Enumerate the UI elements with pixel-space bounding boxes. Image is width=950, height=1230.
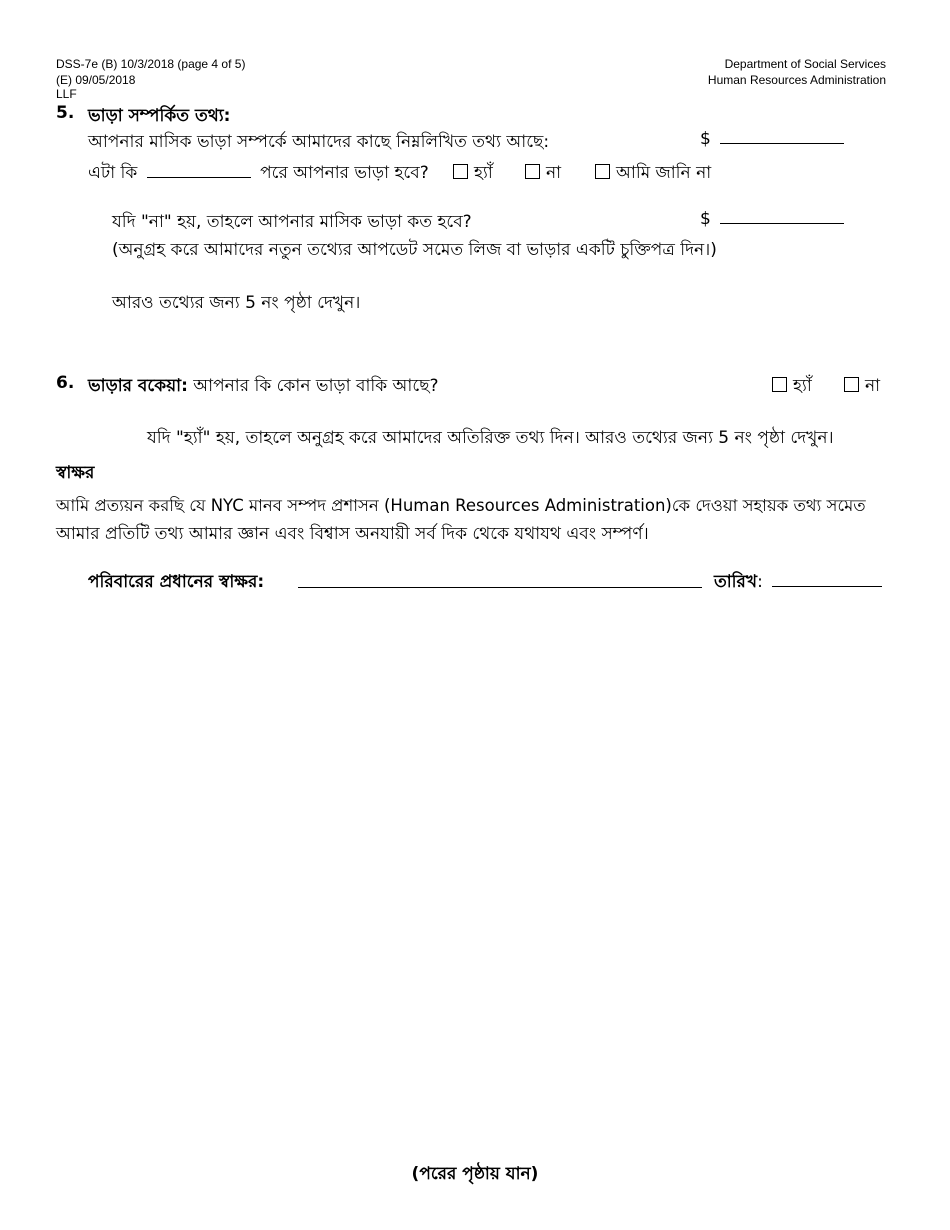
date-field[interactable] xyxy=(714,569,882,597)
section-6-heading xyxy=(88,373,439,401)
signature-line xyxy=(298,573,702,588)
rent-effective-question xyxy=(88,160,429,188)
rent-question-prefix: এটা কি xyxy=(88,163,138,183)
date-label: তারিখ xyxy=(714,572,758,592)
form-code: LLF xyxy=(56,87,77,101)
arrears-no-checkbox[interactable] xyxy=(844,377,859,392)
rent-no-checkbox[interactable] xyxy=(525,164,540,179)
rent-arrears-question: আপনার কি কোন ভাড়া বাকি আছে? xyxy=(193,376,439,396)
rent-no-label: না xyxy=(546,163,562,183)
dollar-sign: $ xyxy=(700,209,711,229)
current-rent-line xyxy=(720,129,844,144)
current-rent-field[interactable] xyxy=(700,129,844,149)
section-6-title: ভাড়ার বকেয়া: xyxy=(88,376,188,396)
form-id: DSS-7e (B) 10/3/2018 (page 4 of 5) xyxy=(56,57,246,71)
rent-date-field[interactable] xyxy=(147,163,251,178)
section-6-number: 6. xyxy=(56,373,75,393)
arrears-no-option[interactable] xyxy=(844,373,880,401)
administration-name: Human Resources Administration xyxy=(707,73,886,87)
signature-field[interactable] xyxy=(298,573,702,592)
rent-dont-know-checkbox[interactable] xyxy=(595,164,610,179)
attestation-line-1: আমি প্রত্যয়ন করছি যে NYC মানব সম্পদ প্রশাসন (Human Resources Administration)কে দেওয়া সহায়ক তথ্য সমেত xyxy=(56,496,866,515)
arrears-yes-label: হ্যাঁ xyxy=(793,376,812,396)
rent-yes-option[interactable] xyxy=(453,160,493,188)
arrears-yes-checkbox[interactable] xyxy=(772,377,787,392)
form-lang-date: (E) 09/05/2018 xyxy=(56,73,136,87)
rent-no-option[interactable] xyxy=(525,160,561,188)
rent-yes-label: হ্যাঁ xyxy=(474,163,493,183)
section-5-title: ভাড়া সম্পর্কিত তথ্য: xyxy=(88,106,231,126)
new-rent-field[interactable] xyxy=(700,209,844,229)
section-5-number: 5. xyxy=(56,103,75,123)
rent-question-suffix: পরে আপনার ভাড়া হবে? xyxy=(260,163,429,183)
signature-heading: স্বাক্ষর xyxy=(56,463,95,483)
head-of-household-signature-label: পরিবারের প্রধানের স্বাক্ষর: xyxy=(88,572,265,592)
arrears-yes-option[interactable] xyxy=(772,373,812,401)
continue-next-page: (পরের পৃষ্ঠায় যান) xyxy=(411,1164,539,1184)
new-rent-line xyxy=(720,209,844,224)
rent-dont-know-label: আমি জানি না xyxy=(616,163,712,183)
arrears-no-label: না xyxy=(865,376,881,396)
dollar-sign: $ xyxy=(700,129,711,149)
new-rent-question: যদি "না" হয়, তাহলে আপনার মাসিক ভাড়া কত হবে? xyxy=(112,212,472,232)
current-rent-statement: আপনার মাসিক ভাড়া সম্পর্কে আমাদের কাছে নিম্নলিখিত তথ্য আছে: xyxy=(88,132,550,152)
attestation-line-2: আমার প্রতিটি তথ্য আমার জ্ঞান এবং বিশ্বাস অনযায়ী সর্ব দিক থেকে যথাযথ এবং সম্পর্ণ। xyxy=(56,524,649,544)
lease-instruction: (অনুগ্রহ করে আমাদের নতুন তথ্যের আপডেট সমেত লিজ বা ভাড়ার একটি চুক্তিপত্র দিন।) xyxy=(112,240,717,260)
date-colon: : xyxy=(757,572,763,592)
date-line xyxy=(772,572,882,587)
rent-yes-checkbox[interactable] xyxy=(453,164,468,179)
see-page-5-note: আরও তথ্যের জন্য 5 নং পৃষ্ঠা দেখুন। xyxy=(112,293,361,313)
arrears-instruction: যদি "হ্যাঁ" হয়, তাহলে অনুগ্রহ করে আমাদের অতিরিক্ত তথ্য দিন। আরও তথ্যের জন্য 5 নং পৃষ্ঠা দেখুন। xyxy=(147,428,834,448)
rent-dont-know-option[interactable] xyxy=(595,160,711,188)
department-name: Department of Social Services xyxy=(724,57,886,71)
